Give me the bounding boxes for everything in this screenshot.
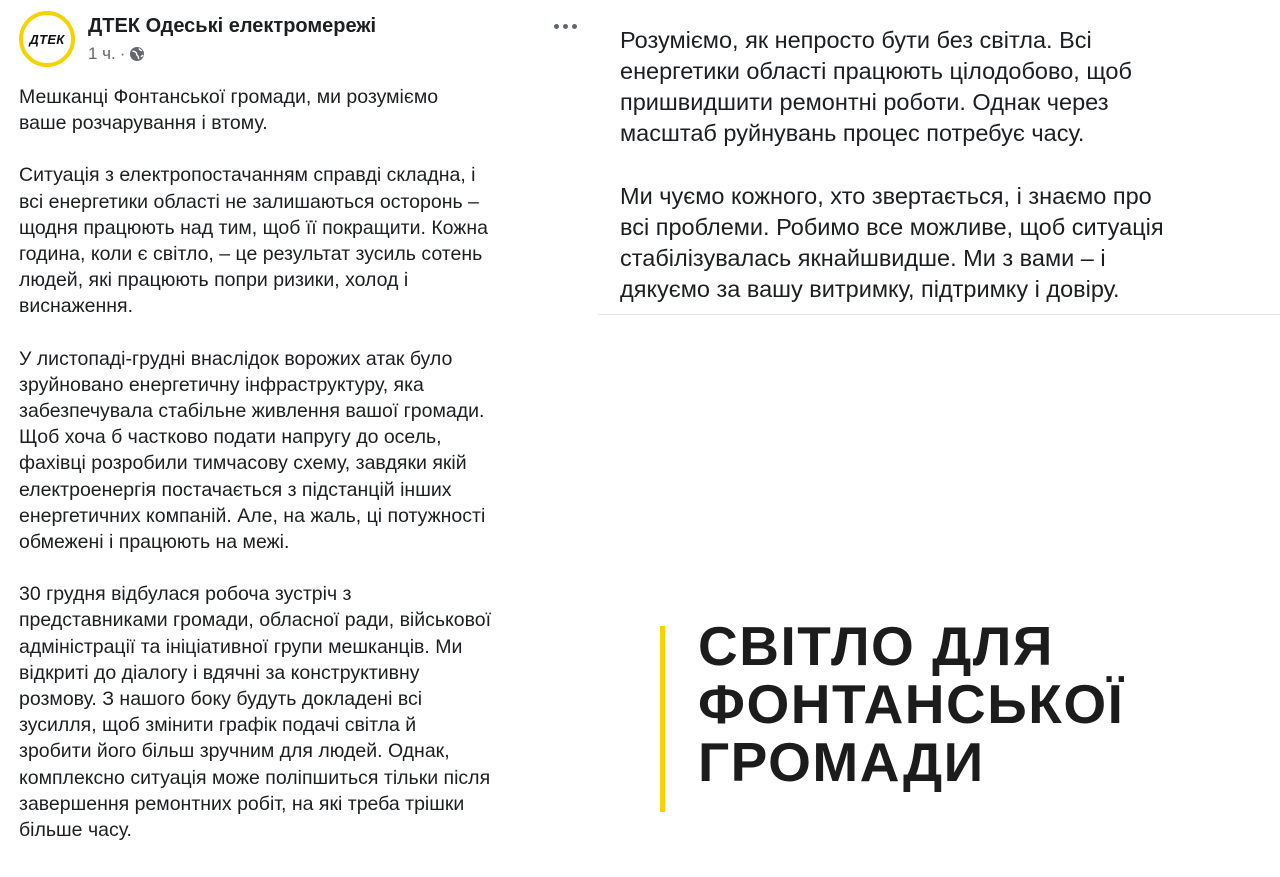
post-timestamp[interactable]: 1 ч. — [88, 44, 116, 63]
avatar-logo-text: ДТЕК — [29, 31, 65, 47]
post-paragraph: У листопаді-грудні внаслідок ворожих атак було зруйновано енергетичну інфраструктуру, яка забезпечувала стабільне живлення вашої громади. Щоб хоча б частково подати напругу до осель, фахівці розробили тимчасову схему, завдяки якій електроенергія постачається з підстанцій інших енергетичних компаній. Але, на жаль, ці потужності обмежені і працюють на межі. — [19, 347, 486, 554]
accent-bar — [660, 626, 665, 812]
post-paragraph: 30 грудня відбулася робоча зустріч з представниками громади, обласної ради, військової адміністрації та ініціативної групи мешканців. Ми відкриті до діалогу і вдячні за конструктивну розмову. З нашого боку будуть докладені всі зусилля, щоб змінити графік подачі світла й зробити його більш зручним для людей. Однак, комплексно ситуація може поліпшиться тільки після завершення ремонтних робіт, на які треба трішки більше часу. — [19, 583, 492, 842]
globe-icon[interactable] — [129, 46, 145, 62]
post-continuation — [598, 0, 1280, 314]
meta-separator: · — [119, 44, 126, 63]
image-headline: СВІТЛО ДЛЯ ФОНТАНСЬКОЇ ГРОМАДИ — [698, 615, 1125, 793]
post-paragraph: Мешканці Фонтанської громади, ми розуміємо ваше розчарування і втому. — [19, 86, 439, 135]
page-name-link[interactable]: ДТЕК Одеські електромережі — [88, 15, 377, 37]
post-paragraph: Ситуація з електропостачанням справді складна, і всі енергетики області не залишаються осторонь – щодня працюють над тим, щоб її покращити. Кожна година, коли є світло, – це результат зусиль сотень людей, які працюють попри ризики, холод і виснаження. — [19, 164, 488, 318]
post-body — [19, 84, 591, 869]
more-options-button[interactable] — [548, 14, 582, 38]
continuation-body — [620, 25, 1270, 337]
continuation-paragraph: Ми чуємо кожного, хто звертається, і знаємо про всі проблеми. Робимо все можливе, щоб ситуація стабілізувалась якнайшвидше. Ми з вами – і дякуємо за вашу витримку, підтримку і довіру. — [620, 183, 1164, 302]
more-dots-icon — [554, 24, 559, 29]
continuation-paragraph: Розуміємо, як непросто бути без світла. Всі енергетики області працюють цілодобово, щоб пришвидшити ремонтні роботи. Однак через масштаб руйнувань процес потребує часу. — [620, 27, 1132, 146]
page-avatar[interactable] — [19, 11, 75, 67]
post-card — [0, 0, 598, 877]
post-image[interactable] — [598, 315, 1280, 877]
post-meta — [88, 44, 145, 64]
